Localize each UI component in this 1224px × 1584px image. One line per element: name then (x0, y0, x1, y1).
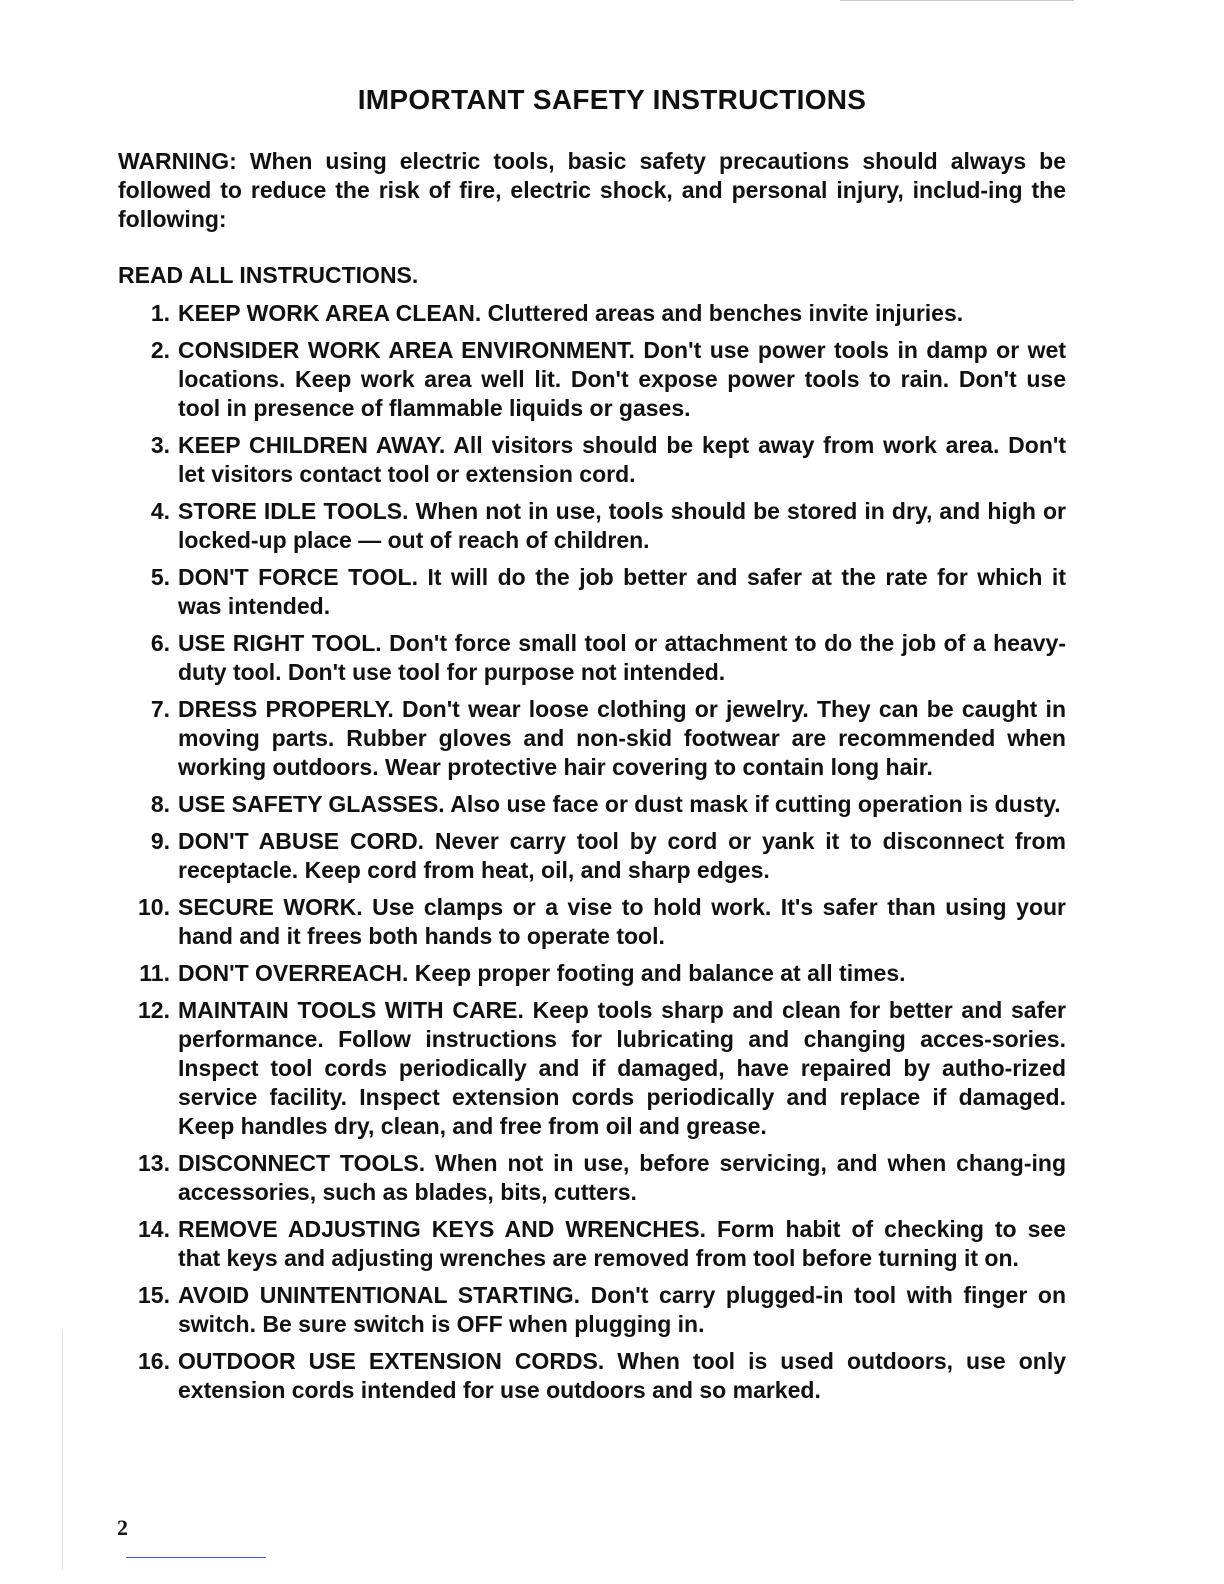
number-spacer (170, 996, 178, 1141)
instruction-item (110, 996, 1066, 1141)
margin-line (62, 1330, 63, 1570)
instruction-number: 7. (150, 696, 170, 722)
instruction-item (110, 299, 1066, 328)
instruction-item (110, 497, 1066, 555)
instruction-number: 12. (138, 997, 170, 1023)
instruction-number: 4. (150, 498, 170, 524)
page-number: 2 (117, 1515, 128, 1540)
number-spacer (170, 959, 178, 988)
instruction-item (110, 959, 1066, 988)
instruction-number: 13. (138, 1150, 170, 1176)
instruction-text: DON'T OVERREACH. Keep proper footing and balance at all times. (178, 960, 906, 986)
instruction-number: 6. (150, 630, 170, 656)
instruction-text: DISCONNECT TOOLS. When not in use, before servicing, and when chang-ing accessories, such as blades, bits, cutters. (178, 1150, 1066, 1205)
instruction-number: 15. (138, 1282, 170, 1308)
instruction-item (110, 790, 1066, 819)
number-spacer (170, 299, 178, 328)
number-spacer (170, 629, 178, 687)
instruction-text: DON'T FORCE TOOL. It will do the job better and safer at the rate for which it was intended. (178, 564, 1066, 619)
instruction-item (110, 827, 1066, 885)
instruction-text: OUTDOOR USE EXTENSION CORDS. When tool is used outdoors, use only extension cords intended for use outdoors and so marked. (178, 1348, 1066, 1403)
warning-paragraph: WARNING: When using electric tools, basic safety precautions should always be followed to reduce the risk of fire, electric shock, and personal injury, includ-ing the following: (118, 148, 1066, 232)
number-spacer (170, 695, 178, 782)
instruction-number: 3. (150, 432, 170, 458)
instruction-item (110, 1149, 1066, 1207)
instruction-item (110, 336, 1066, 423)
instruction-number: 2. (150, 337, 170, 363)
instruction-text: DON'T ABUSE CORD. Never carry tool by cord or yank it to disconnect from receptacle. Keep cord from heat, oil, and sharp edges. (178, 828, 1066, 883)
instruction-list (110, 299, 1066, 1413)
number-spacer (170, 827, 178, 885)
instruction-text: KEEP CHILDREN AWAY. All visitors should be kept away from work area. Don't let visitors contact tool or extension cord. (178, 432, 1066, 487)
number-spacer (170, 563, 178, 621)
number-spacer (170, 790, 178, 819)
instruction-item (110, 1215, 1066, 1273)
instruction-text: REMOVE ADJUSTING KEYS AND WRENCHES. Form habit of checking to see that keys and adjusting wrenches are removed from tool before turning it on. (178, 1216, 1066, 1271)
instruction-number: 9. (150, 828, 170, 854)
instruction-item (110, 563, 1066, 621)
instruction-text: KEEP WORK AREA CLEAN. Cluttered areas and benches invite injuries. (178, 300, 964, 326)
number-spacer (170, 1215, 178, 1273)
instruction-text: CONSIDER WORK AREA ENVIRONMENT. Don't use power tools in damp or wet locations. Keep work area well lit. Don't expose power tools to rain. Don't use tool in presence of flammable liquids or gases. (178, 337, 1066, 421)
number-spacer (170, 1281, 178, 1339)
page-title: IMPORTANT SAFETY INSTRUCTIONS (357, 84, 867, 115)
read-all-heading: READ ALL INSTRUCTIONS. (118, 262, 419, 288)
number-spacer (170, 336, 178, 423)
instruction-item (110, 893, 1066, 951)
number-spacer (170, 893, 178, 951)
instruction-number: 14. (138, 1216, 170, 1242)
instruction-text: DRESS PROPERLY. Don't wear loose clothing or jewelry. They can be caught in moving parts. Rubber gloves and non-skid footwear are recommended when working outdoors. Wear protective hair covering to contain long hair. (178, 696, 1066, 780)
instruction-item (110, 695, 1066, 782)
instruction-number: 5. (150, 564, 170, 590)
number-spacer (170, 1149, 178, 1207)
instruction-item (110, 629, 1066, 687)
number-spacer (170, 1347, 178, 1405)
instruction-number: 10. (138, 894, 170, 920)
instruction-number: 8. (150, 791, 170, 817)
instruction-text: AVOID UNINTENTIONAL STARTING. Don't carry plugged-in tool with finger on switch. Be sure switch is OFF when plugging in. (178, 1282, 1066, 1337)
number-spacer (170, 431, 178, 489)
instruction-number: 16. (138, 1348, 170, 1374)
instruction-item (110, 1281, 1066, 1339)
instruction-number: 1. (150, 300, 170, 326)
number-spacer (170, 497, 178, 555)
instruction-text: STORE IDLE TOOLS. When not in use, tools should be stored in dry, and high or locked-up place — out of reach of children. (178, 498, 1066, 553)
instruction-item (110, 1347, 1066, 1405)
instruction-text: SECURE WORK. Use clamps or a vise to hold work. It's safer than using your hand and it frees both hands to operate tool. (178, 894, 1066, 949)
instruction-text: USE SAFETY GLASSES. Also use face or dust mask if cutting operation is dusty. (178, 791, 1061, 817)
instruction-text: MAINTAIN TOOLS WITH CARE. Keep tools sharp and clean for better and safer performance. Follow instructions for lubricating and changing acces-sories. Inspect tool cords periodically and if damaged, have repaired by autho-rized service facility. Inspect extension cords periodically and replace if damaged. Keep handles dry, clean, and free from oil and grease. (178, 997, 1066, 1139)
instruction-item (110, 431, 1066, 489)
instruction-text: USE RIGHT TOOL. Don't force small tool or attachment to do the job of a heavy-duty tool. Don't use tool for purpose not intended. (178, 630, 1066, 685)
instruction-number: 11. (139, 960, 170, 986)
bottom-rule (126, 1557, 266, 1558)
top-rule (840, 0, 1074, 1)
